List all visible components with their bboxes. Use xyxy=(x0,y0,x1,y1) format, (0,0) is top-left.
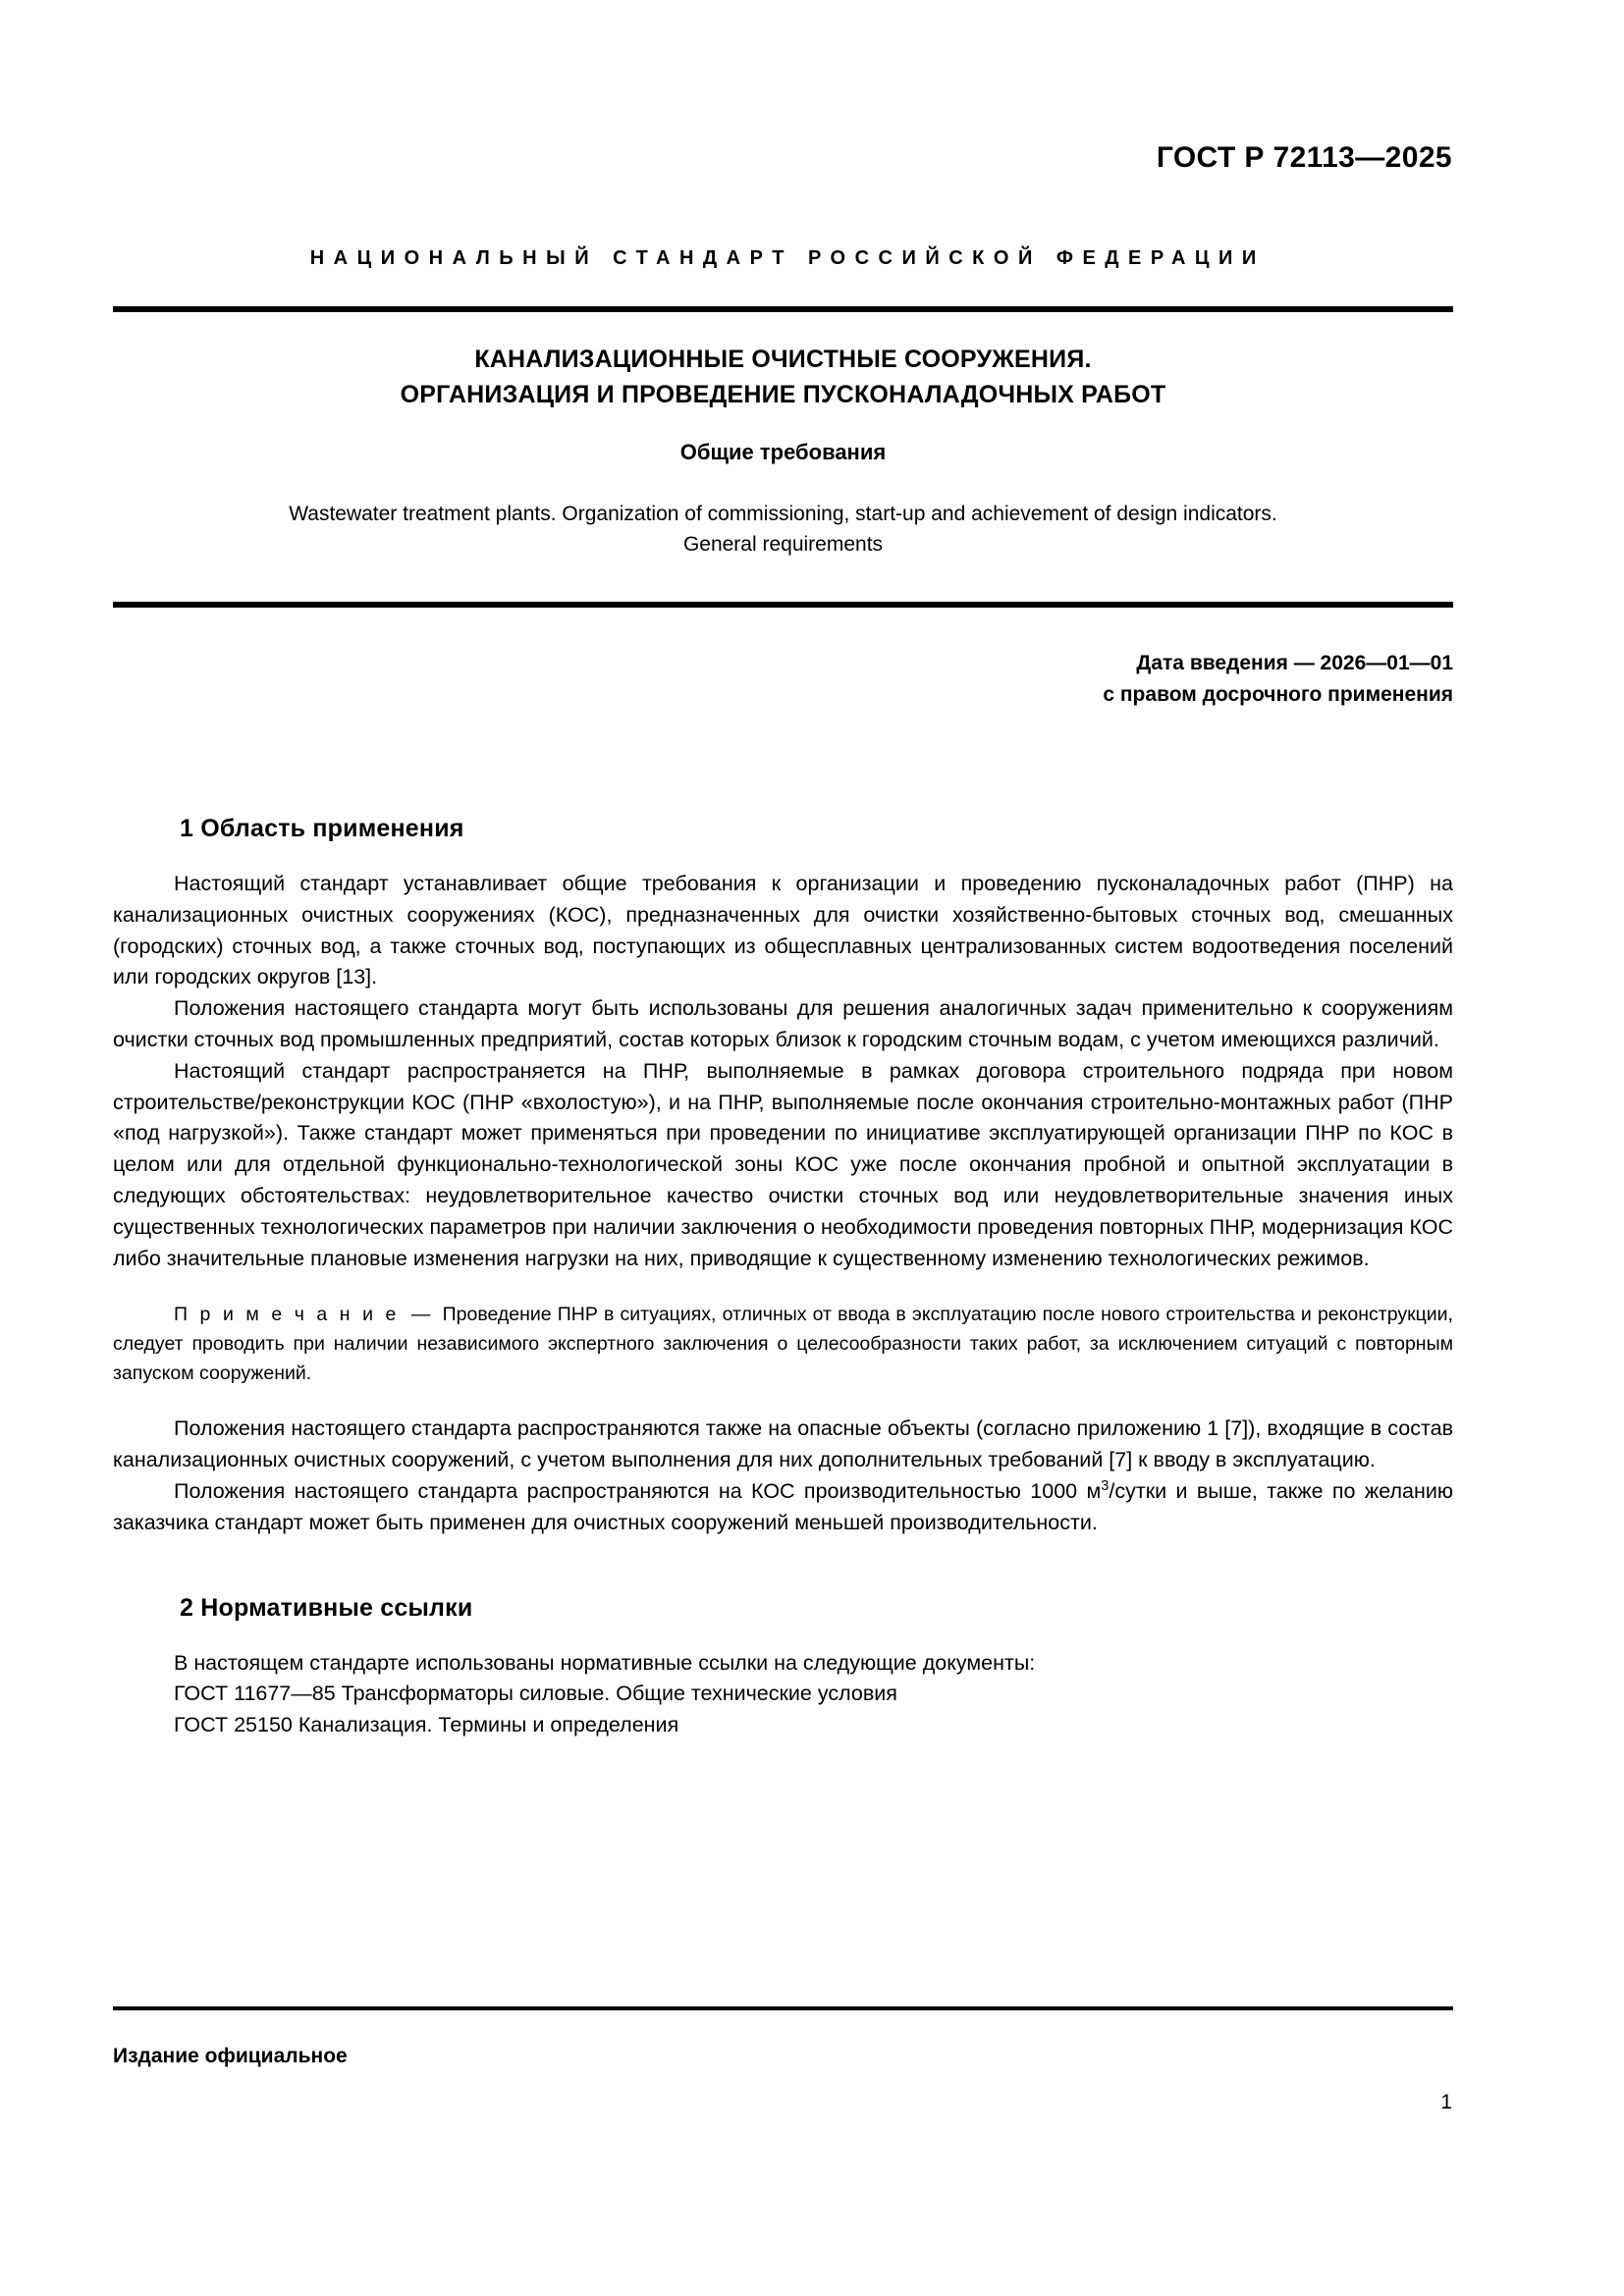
note-dash: — xyxy=(410,1304,431,1326)
scope-paragraph-4: Положения настоящего стандарта распространяются также на опасные объекты (согласно приложению 1 [7]), входящие в состав канализационных очистных сооружений, с учетом выполнения для них дополнительных требований [7] к вводу в эксплуатацию. xyxy=(113,1416,1453,1472)
header-rule-bottom xyxy=(113,602,1453,608)
national-standard-line: НАЦИОНАЛЬНЫЙ СТАНДАРТ РОССИЙСКОЙ ФЕДЕРАЦИИ xyxy=(309,247,1266,269)
scope-paragraph-1: Настоящий стандарт устанавливает общие требования к организации и проведению пусконаладочных работ (ПНР) на канализационных очистных сооружениях (КОС), предназначенных для очистки хозяйственно-бытовых сточных вод, смешанных (городских) сточных вод, а также сточных вод, поступающих из общесплавных централизованных систем водоотведения поселений или городских округов [13]. xyxy=(113,872,1453,989)
document-title-line-1: КАНАЛИЗАЦИОННЫЕ ОЧИСТНЫЕ СООРУЖЕНИЯ. xyxy=(474,346,1092,373)
reference-item-1: ГОСТ 25150 Канализация. Термины и определения xyxy=(174,1713,679,1737)
reference-item-0: ГОСТ 11677—85 Трансформаторы силовые. Общие технические условия xyxy=(174,1682,897,1706)
scope-paragraph-3: Настоящий стандарт распространяется на ПНР, выполняемые в рамках договора строительного подряда при новом строительстве/реконструкции КОС (ПНР «вхолостую»), и на ПНР, выполняемые после окончания строительно-монтажных работ (ПНР «под нагрузкой»). Также стандарт может применяться при проведении по инициативе эксплуатирующей организации ПНР по КОС в целом или для отдельной функционально-технологической зоны КОС уже после окончания пробной и опытной эксплуатации в следующих обстоятельствах: неудовлетворительное качество очистки сточных вод или неудовлетворительные значения иных существенных технологических параметров при наличии заключения о необходимости проведения повторных ПНР, модернизация КОС либо значительные плановые изменения нагрузки на них, приводящие к существенному изменению технологических режимов. xyxy=(113,1058,1453,1270)
scope-paragraph-5-before: Положения настоящего стандарта распространяются на КОС производительностью 1000 м xyxy=(174,1478,1102,1503)
scope-paragraph-5-after: /сутки и выше, также по желанию заказчика стандарт может быть применен для очистных сооружений меньшей производительности. xyxy=(113,1478,1453,1534)
introduction-date-block xyxy=(113,648,1453,711)
scope-note xyxy=(113,1300,1453,1388)
cubic-meter-exponent: 3 xyxy=(1101,1477,1110,1494)
section-heading-references: 2 Нормативные ссылки xyxy=(180,1593,473,1622)
early-application-note: с правом досрочного применения xyxy=(1103,683,1453,706)
page-number: 1 xyxy=(1440,2091,1452,2113)
document-subtitle: Общие требования xyxy=(679,440,887,464)
introduction-date: Дата введения — 2026—01—01 xyxy=(1136,652,1453,674)
document-title-line-2: ОРГАНИЗАЦИЯ И ПРОВЕДЕНИЕ ПУСКОНАЛАДОЧНЫХ РАБОТ xyxy=(400,381,1166,408)
document-body xyxy=(113,815,1453,1741)
english-title-line-1: Wastewater treatment plants. Organization of commissioning, start-up and achievement of design indicators. xyxy=(289,503,1277,525)
english-title-block xyxy=(113,499,1453,560)
title-block xyxy=(113,342,1453,560)
footer-rule xyxy=(113,2006,1453,2010)
english-title-line-2: General requirements xyxy=(682,533,884,556)
note-text: Проведение ПНР в ситуациях, отличных от ввода в эксплуатацию после нового строительства и реконструкции, следует проводить при наличии независимого экспертного заключения о целесообразности таких работ, за исключением ситуаций с повторным запуском сооружений. xyxy=(113,1304,1453,1385)
note-label: П р и м е ч а н и е xyxy=(174,1304,400,1326)
section-heading-scope: 1 Область применения xyxy=(180,815,464,842)
standard-number: ГОСТ Р 72113—2025 xyxy=(1156,141,1452,174)
scope-paragraph-2: Положения настоящего стандарта могут быть использованы для решения аналогичных задач применительно к сооружениям очистки сточных вод промышленных предприятий, состав которых близок к городским сточным водам, с учетом имеющихся различий. xyxy=(113,996,1453,1051)
scope-paragraph-5 xyxy=(113,1476,1453,1539)
header-rule-top xyxy=(113,306,1453,312)
references-intro: В настоящем стандарте использованы нормативные ссылки на следующие документы: xyxy=(174,1650,1036,1675)
official-edition-label: Издание официальное xyxy=(113,2045,348,2067)
